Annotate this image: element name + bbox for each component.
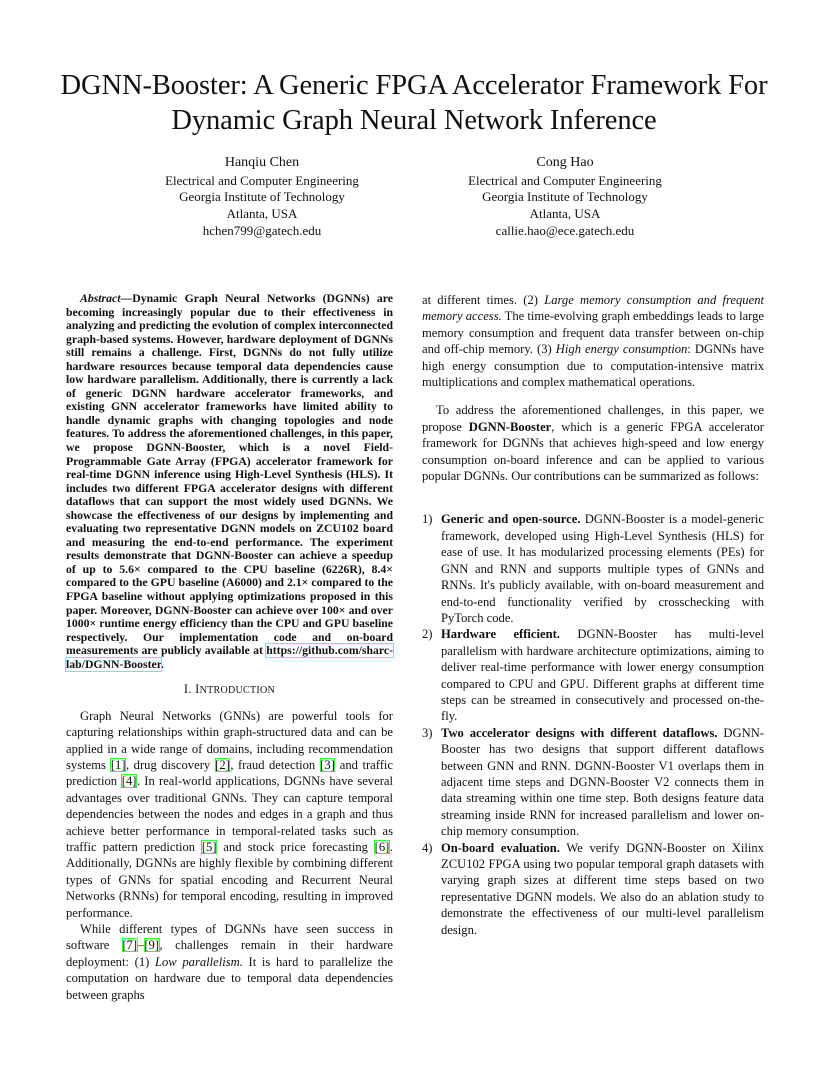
author-block-1 [112,154,412,239]
paper-title [40,68,788,138]
intro-paragraph-1 [66,708,393,921]
intro-paragraph-2-continued [422,292,764,390]
left-column [66,292,393,1003]
abstract-text: —Dynamic Graph Neural Networks (DGNNs) are becoming increasingly popular due to their effectiveness in analyzing and predicting the evolution of complex interconnected graph-based systems. However, hardware deployment of DGNNs still remains a challenge. First, DGNNs do not fully utilize hardware resources because temporal data dependencies cause low hardware parallelism. Additionally, there is currently a lack of generic DGNN hardware accelerator frameworks, and existing GNN accelerator frameworks have limited ability to handle dynamic graphs with changing topologies and node features. To address the aforementioned challenges, in this paper, we propose DGNN-Booster, which is a novel Field-Programmable Gate Array (FPGA) accelerator framework for real-time DGNN inference using High-Level Synthesis (HLS). It includes two different FPGA accelerator designs with different dataflows that can support the most widely used DGNNs. We showcase the effectiveness of our designs by implementing and evaluating two representative DGNN models on ZCU102 board and measuring the end-to-end performance. The experiment results demonstrate that DGNN-Booster can achieve a speedup of up to 5.6× compared to the CPU baseline (6226R), 8.4× compared to the GPU baseline (A6000) and 2.1× compared to the FPGA baseline without applying optimizations proposed in this paper. Moreover, DGNN-Booster can achieve over 100× and over 1000× runtime energy efficiency than the CPU and GPU baseline respectively. Our implementation code and on-board measurements are publicly available at [66,292,393,658]
author-email: hchen799@gatech.edu [202,222,322,238]
paragraph-spacer [422,390,764,402]
item-text: We verify DGNN-Booster on Xilinx ZCU102 FPGA using two popular temporal graph datasets with varying graph sizes at different time steps based on two representative DGNN models. We also do an ablation study to demonstrate the effectiveness of our multi-level parallelism design. [441,840,764,937]
author-dept: Electrical and Computer Engineering [165,172,359,188]
text-run: . Additionally, DGNNs are highly flexible by combining different types of GNNs for spatial encoding and Recurrent Neural Networks (RNNs) for temporal encoding, resulting in improved performance. [66,839,394,920]
text-run: , fraud detection [230,757,320,772]
item-number: 3) [422,725,433,740]
emphasis-text: Low parallelism. [154,954,243,969]
author-name: Cong Hao [536,155,594,170]
author-institution: Georgia Institute of Technology [179,189,345,205]
contribution-item [422,511,764,626]
contribution-item [422,725,764,840]
citation-link[interactable]: [6] [374,839,390,854]
text-run: To address the aforementioned challenges, in this paper, we propose [422,403,764,434]
text-run: While different types of DGNNs have seen success in software [66,922,393,953]
section-heading-introduction [66,681,393,699]
emphasis-text: High energy consumption [555,342,688,357]
citation-link[interactable]: [1] [110,757,126,772]
text-run: – [137,938,144,953]
author-block-2 [415,154,715,239]
abstract-end: . [160,657,164,671]
author-institution: Georgia Institute of Technology [482,189,648,205]
text-run: , challenges remain in their hardware deployment: (1) [66,938,393,969]
item-label: Generic and open-source. [441,512,581,527]
text-run: Graph Neural Networks (GNNs) are powerful tools for capturing relationships within graph-structured data and can be applied in a wide range of domains, including recommendation systems [66,708,393,772]
item-number: 4) [422,840,433,855]
item-text: DGNN-Booster is a model-generic framework, developed using High-Level Synthesis (HLS) for ease of use. It has modularized processing elements (PEs) for GNN and RNN and supports multiple types of GNNs and RNNs. It's publicly available, with on-board measurement and end-to-end functionality verified by crosschecking with PyTorch code. [441,512,765,625]
title-line-1: DGNN-Booster: A Generic FPGA Accelerator Framework For [60,70,768,101]
citation-link[interactable]: [5] [201,839,217,854]
contribution-item [422,840,764,938]
right-column [422,292,764,938]
citation-link[interactable]: [4] [121,774,137,789]
section-number: I. [183,682,196,697]
paragraph-spacer [422,484,764,511]
emphasis-text: Large memory consumption and frequent memory access. [422,293,764,324]
author-email: callie.hao@ece.gatech.edu [495,222,635,238]
title-line-2: Dynamic Graph Neural Network Inference [171,105,657,136]
text-run: . In real-world applications, DGNNs have several advantages over traditional GNNs. They can capture temporal dependencies between the nodes and edges in a graph and thus achieve better performance in temporal-related tasks such as traffic pattern prediction [66,774,393,854]
text-run: It is hard to parallelize the computation on hardware due to temporal data dependencies between graphs [66,954,393,1002]
item-number: 1) [422,512,433,527]
intro-paragraph-2 [66,921,393,1003]
item-label: On-board evaluation. [441,840,560,855]
item-label: Two accelerator designs with different dataflows. [441,725,718,740]
citation-link[interactable]: [3] [320,757,335,772]
author-name: Hanqiu Chen [224,155,300,170]
abstract-lead: Abstract [80,292,121,305]
contributions-list [422,511,764,938]
item-text: DGNN-Booster has two designs that support different dataflows between GNN and RNN. DGNN-Booster V1 overlaps them in adjacent time steps and DGNN-Booster V2 connects them in data streaming within one time step. Both designs feature data streaming inside RNN for increased parallelism and lower on-chip memory consumption. [441,725,764,839]
citation-link[interactable]: [2] [215,757,230,772]
text-run: , drug discovery [126,757,215,772]
citation-link[interactable]: [9] [144,938,160,953]
item-number: 2) [422,627,433,642]
text-run: and traffic prediction [66,757,393,789]
text-run: The time-evolving graph embeddings leads to large memory consumption and frequent data transfer between on-chip and off-chip memory. (3) [422,309,765,357]
abstract [66,292,393,671]
author-location: Atlanta, USA [226,205,298,221]
item-text: DGNN-Booster has multi-level parallelism with hardware architecture optimizations, aiming to deliver real-time performance with lower energy consumption compared to CPU and GPU. Different graphs at different time steps can be streamed in consecutively and processed on-the-fly. [441,627,764,724]
contribution-item [422,626,764,724]
section-title-rest: NTRODUCTION [199,685,276,697]
text-run: at different times. (2) [422,293,545,307]
author-location: Atlanta, USA [529,205,601,221]
text-run: , which is a generic FPGA accelerator framework for DGNNs that achieves high-speed and low energy consumption on-board inference and can be applied to various popular DGNNs. Our contributions can be summarized as follows: [422,419,764,484]
text-run: : DGNNs have high energy consumption due to computation-intensive matrix multiplications and complex mathematical operations. [422,342,764,390]
intro-paragraph-3 [422,402,764,484]
text-run: and stock price forecasting [217,839,375,854]
bold-text: DGNN-Booster [468,419,552,434]
citation-link[interactable]: [7] [122,938,138,953]
repo-link[interactable]: https://github.com/sharc-lab/DGNN-Booster [66,644,393,671]
author-dept: Electrical and Computer Engineering [468,172,662,188]
section-title-initial: I [195,682,200,697]
item-label: Hardware efficient. [441,627,560,642]
